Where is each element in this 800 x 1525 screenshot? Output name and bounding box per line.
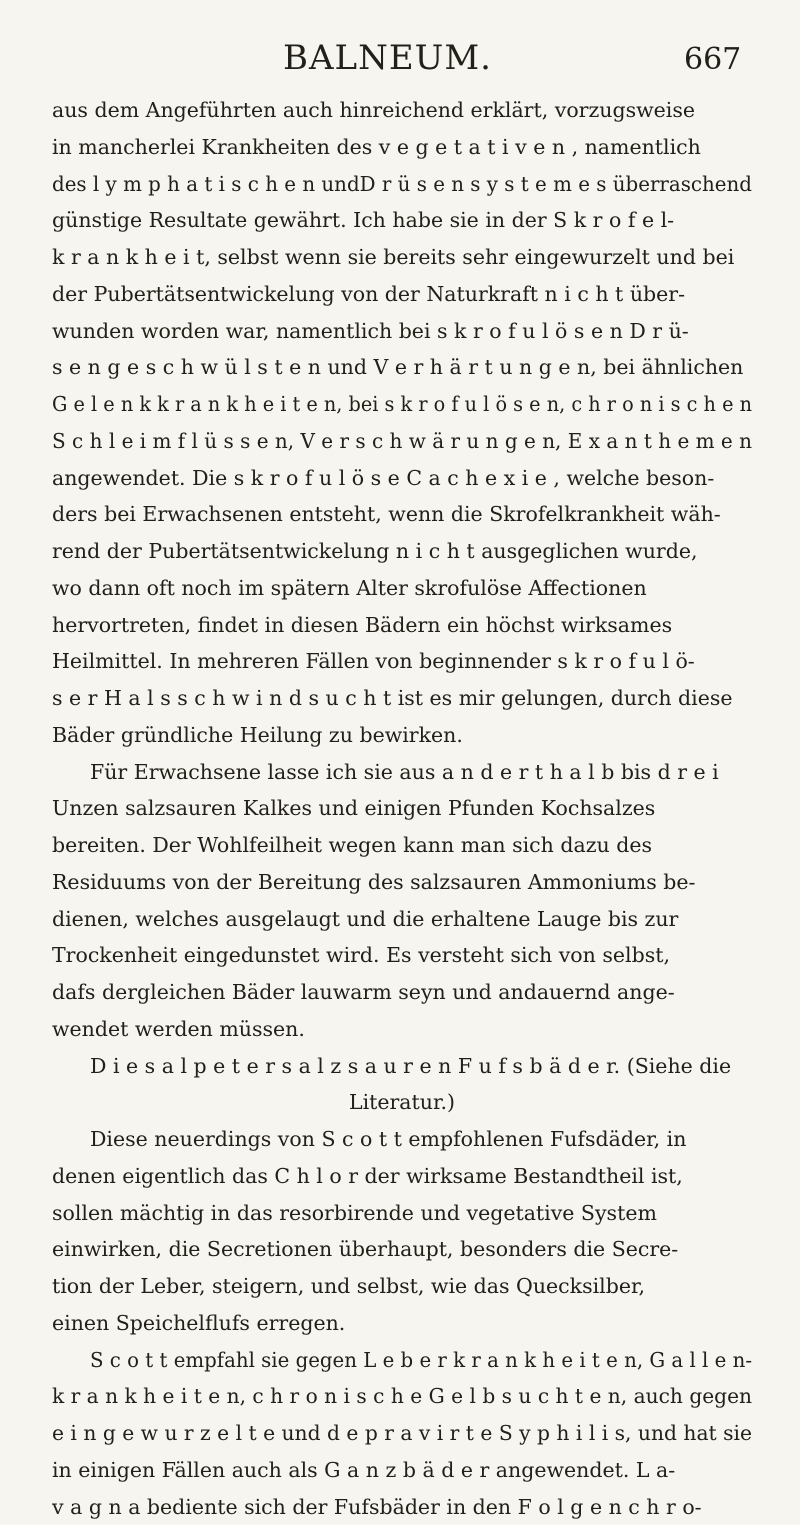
paragraph-start-line: Für Erwachsene lasse ich sie aus a n d e r t h a l b bis d r e i <box>52 754 752 791</box>
paragraph-start-line: Diese neuerdings von S c o t t empfohlenen Fufsdäder, in <box>52 1121 752 1158</box>
text-line: in mancherlei Krankheiten des v e g e t a t i v e n , namentlich <box>52 129 752 166</box>
page-header <box>0 38 800 88</box>
text-line: s e r H a l s s c h w i n d s u c h t ist es mir gelungen, durch diese <box>52 680 752 717</box>
running-title: BALNEUM. <box>283 38 492 78</box>
text-line: wendet werden müssen. <box>52 1011 752 1048</box>
text-line: der Pubertätsentwickelung von der Naturkraft n i c h t über- <box>52 276 752 313</box>
section-heading-line: Literatur.) <box>52 1084 752 1121</box>
text-line: denen eigentlich das C h l o r der wirksame Bestandtheil ist, <box>52 1158 752 1195</box>
text-line: v a g n a bediente sich der Fufsbäder in den F o l g e n c h r o- <box>52 1489 752 1525</box>
text-line: Unzen salzsauren Kalkes und einigen Pfunden Kochsalzes <box>52 790 752 827</box>
text-line: in einigen Fällen auch als G a n z b ä d e r angewendet. L a- <box>52 1452 752 1489</box>
section-heading-line: D i e s a l p e t e r s a l z s a u r e n F u f s b ä d e r. (Siehe die <box>52 1048 752 1085</box>
text-line: dafs dergleichen Bäder lauwarm seyn und andauernd ange- <box>52 974 752 1011</box>
text-line: Trockenheit eingedunstet wird. Es versteht sich von selbst, <box>52 937 752 974</box>
text-line: sollen mächtig in das resorbirende und vegetative System <box>52 1195 752 1232</box>
text-line: günstige Resultate gewährt. Ich habe sie in der S k r o f e l- <box>52 202 752 239</box>
text-line: des l y m p h a t i s c h e n undD r ü s e n s y s t e m e s überraschend <box>52 166 752 203</box>
text-line: G e l e n k k r a n k h e i t e n, bei s k r o f u l ö s e n, c h r o n i s c h e n <box>52 386 752 423</box>
text-line: k r a n k h e i t e n, c h r o n i s c h e G e l b s u c h t e n, auch gegen <box>52 1378 752 1415</box>
text-line: k r a n k h e i t, selbst wenn sie bereits sehr eingewurzelt und bei <box>52 239 752 276</box>
body-text <box>52 92 752 1525</box>
text-line: Bäder gründliche Heilung zu bewirken. <box>52 717 752 754</box>
text-line: hervortreten, findet in diesen Bädern ein höchst wirksames <box>52 607 752 644</box>
text-line: einwirken, die Secretionen überhaupt, besonders die Secre- <box>52 1231 752 1268</box>
text-line: e i n g e w u r z e l t e und d e p r a v i r t e S y p h i l i s, und hat sie <box>52 1415 752 1452</box>
text-line: wunden worden war, namentlich bei s k r o f u l ö s e n D r ü- <box>52 313 752 350</box>
page-number: 667 <box>684 42 741 77</box>
text-line: bereiten. Der Wohlfeilheit wegen kann man sich dazu des <box>52 827 752 864</box>
text-line: tion der Leber, steigern, und selbst, wie das Quecksilber, <box>52 1268 752 1305</box>
text-line: einen Speichelflufs erregen. <box>52 1305 752 1342</box>
text-line: wo dann oft noch im spätern Alter skrofulöse Affectionen <box>52 570 752 607</box>
text-line: Residuums von der Bereitung des salzsauren Ammoniums be- <box>52 864 752 901</box>
text-line: ders bei Erwachsenen entsteht, wenn die Skrofelkrankheit wäh- <box>52 496 752 533</box>
text-line: angewendet. Die s k r o f u l ö s e C a c h e x i e , welche beson- <box>52 460 752 497</box>
text-line: Heilmittel. In mehreren Fällen von beginnender s k r o f u l ö- <box>52 643 752 680</box>
text-line: dienen, welches ausgelaugt und die erhaltene Lauge bis zur <box>52 901 752 938</box>
paragraph-start-line: S c o t t empfahl sie gegen L e b e r k r a n k h e i t e n, G a l l e n- <box>52 1342 752 1379</box>
text-line: S c h l e i m f l ü s s e n, V e r s c h w ä r u n g e n, E x a n t h e m e n <box>52 423 752 460</box>
text-line: s e n g e s c h w ü l s t e n und V e r h ä r t u n g e n, bei ähnlichen <box>52 349 752 386</box>
text-line: aus dem Angeführten auch hinreichend erklärt, vorzugsweise <box>52 92 752 129</box>
text-line: rend der Pubertätsentwickelung n i c h t ausgeglichen wurde, <box>52 533 752 570</box>
